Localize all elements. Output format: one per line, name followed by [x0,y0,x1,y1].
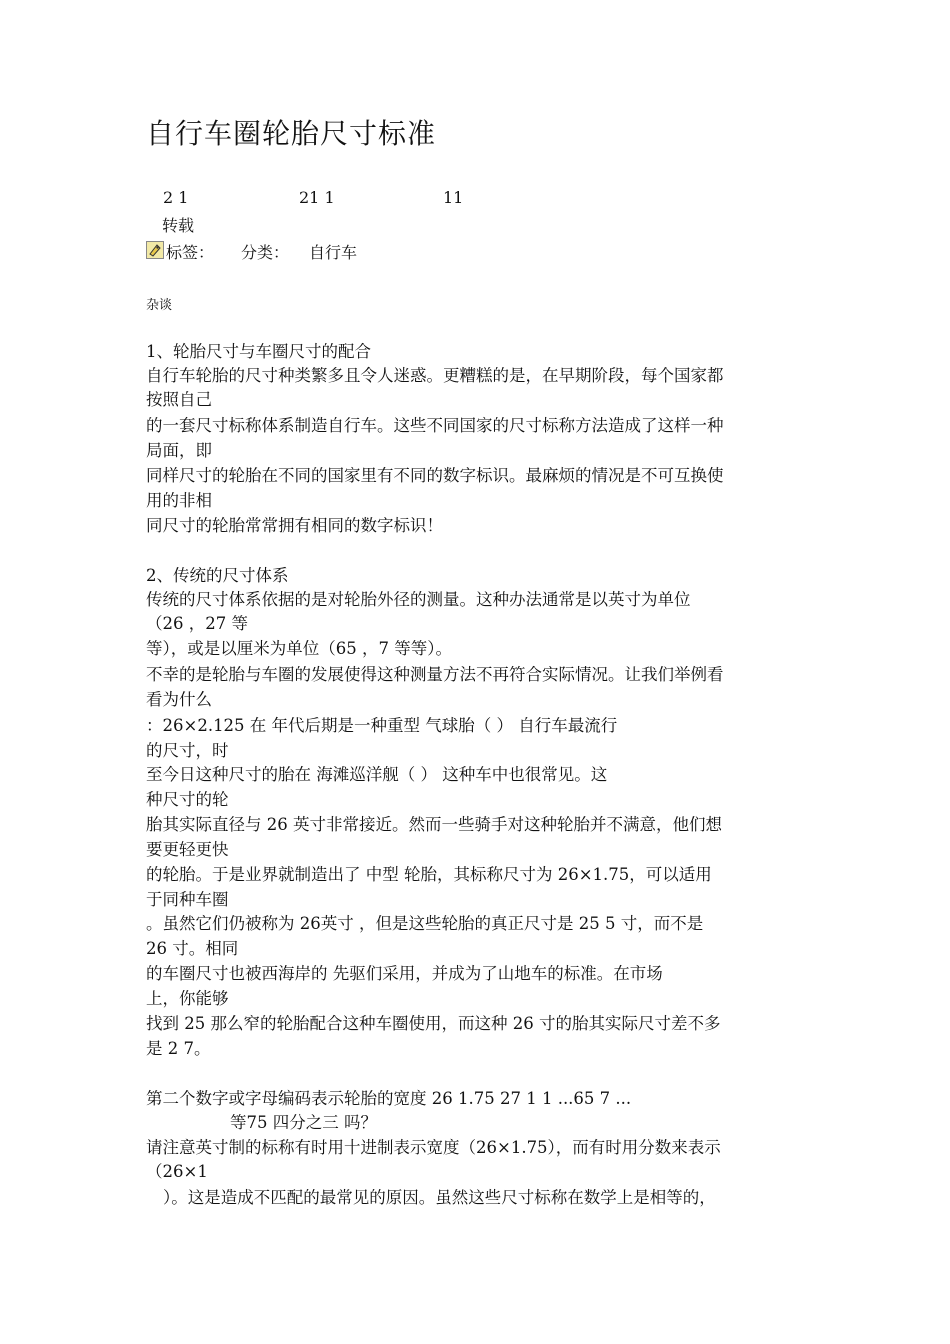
section-2-heading: 2、传统的尺寸体系 [146,566,289,585]
text-line: 看为什么 [146,690,212,709]
misc-label: 杂谈 [146,298,173,313]
text-line: 请注意英寸制的标称有时用十进制表示宽度（26×1.75），而有时用分数来表示 [146,1138,721,1157]
text-line: 不幸的是轮胎与车圈的发展使得这种测量方法不再符合实际情况。让我们举例看 [146,665,724,684]
text-line: 的轮胎。于是业界就制造出了 中型 轮胎，其标称尺寸为 26×1.75，可以适用 [146,865,712,884]
text-line: （26 ，27 等 [146,614,248,633]
category-label: 分类： [241,243,290,262]
text-line: 是 2 7。 [146,1039,211,1058]
text-line: 至今日这种尺寸的胎在 海滩巡洋舰（ ） 这种车中也很常见。这 [146,765,608,784]
text-line: 传统的尺寸体系依据的是对轮胎外径的测量。这种办法通常是以英寸为单位 [146,590,691,609]
text-line: （26×1 [146,1162,208,1181]
category-link[interactable]: 自行车 [309,243,358,262]
text-line: 自行车轮胎的尺寸种类繁多且令人迷惑。更糟糕的是，在早期阶段，每个国家都 [146,366,724,385]
tags-label: 标签： [166,243,215,262]
meta-number-2: 21 1 [299,188,335,207]
meta-number-1: 2 1 [163,188,189,207]
repost-label: 转载 [162,216,195,235]
text-line: 用的非相 [146,491,212,510]
section-1-heading: 1、轮胎尺寸与车圈尺寸的配合 [146,342,371,361]
text-line: 的一套尺寸标称体系制造自行车。这些不同国家的尺寸标称方法造成了这样一种 [146,416,724,435]
page-title: 自行车圈轮胎尺寸标准 [146,117,437,150]
text-line: 等75 四分之三 吗？ [230,1113,377,1132]
text-line: 局面，即 [146,441,212,460]
text-line: 同尺寸的轮胎常常拥有相同的数字标识！ [146,516,443,535]
text-line: ：26×2.125 在 年代后期是一种重型 气球胎（ ） 自行车最流行 [146,716,618,735]
text-line: 种尺寸的轮 [146,790,229,809]
text-line: 的尺寸，时 [146,741,229,760]
text-line: ）。这是造成不匹配的最常见的原因。虽然这些尺寸标称在数学上是相等的， [163,1188,716,1207]
text-line: 第二个数字或字母编码表示轮胎的宽度 26 1.75 27 1 1 ...65 7 ... [146,1089,632,1108]
text-line: 按照自己 [146,390,212,409]
tag-icon [146,241,164,259]
text-line: 于同种车圈 [146,890,229,909]
text-line: 同样尺寸的轮胎在不同的国家里有不同的数字标识。最麻烦的情况是不可互换使 [146,466,724,485]
meta-number-3: 11 [443,188,464,207]
text-line: 26 寸。相同 [146,939,239,958]
text-line: 的车圈尺寸也被西海岸的 先驱们采用，并成为了山地车的标准。在市场 [146,964,663,983]
text-line: 胎其实际直径与 26 英寸非常接近。然而一些骑手对这种轮胎并不满意，他们想 [146,815,722,834]
text-line: 找到 25 那么窄的轮胎配合这种车圈使用，而这种 26 寸的胎其实际尺寸差不多 [146,1014,721,1033]
text-line: 要更轻更快 [146,840,229,859]
text-line: 。虽然它们仍被称为 26英寸 ，但是这些轮胎的真正尺寸是 25 5 寸，而不是 [146,914,704,933]
text-line: 上，你能够 [146,989,229,1008]
text-line: 等），或是以厘米为单位（65 ，7 等等）。 [146,639,452,658]
